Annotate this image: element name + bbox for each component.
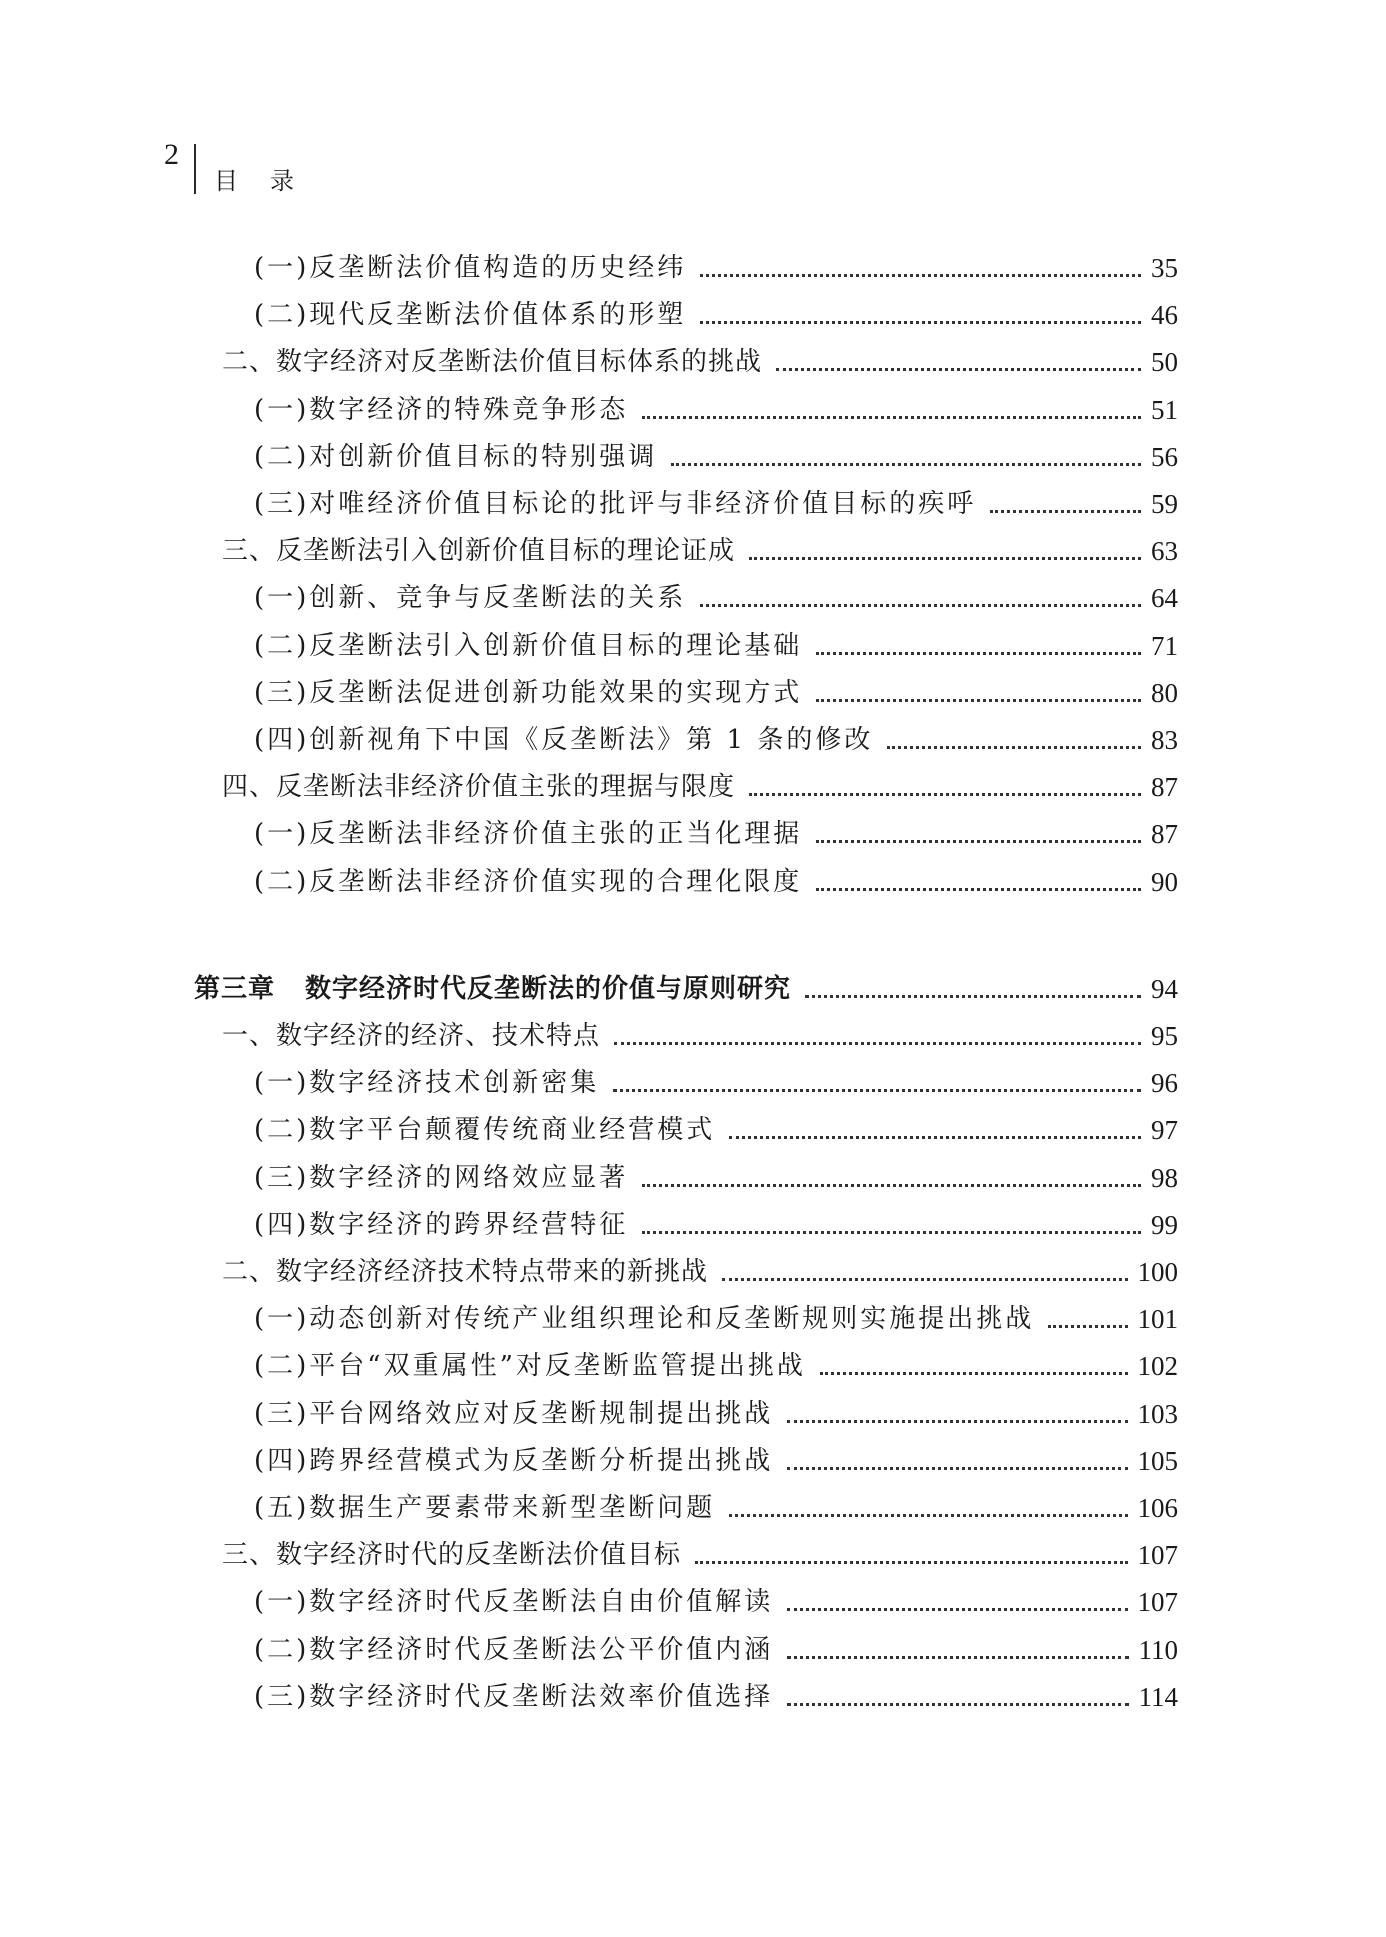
toc-entry-page: 80 xyxy=(1151,678,1178,708)
toc-dot-leader xyxy=(700,604,1141,607)
toc-subsection-entry xyxy=(254,1065,1178,1101)
header-divider xyxy=(194,144,196,194)
toc-dot-leader xyxy=(816,840,1141,843)
toc-entry-page: 107 xyxy=(1137,1587,1178,1617)
toc-entry-page: 64 xyxy=(1151,583,1178,613)
toc-section-entry xyxy=(222,1254,1178,1290)
toc-entry-page: 97 xyxy=(1151,1115,1178,1145)
toc-section-entry xyxy=(222,533,1178,569)
toc-entry-page: 71 xyxy=(1151,631,1178,661)
toc-dot-leader xyxy=(816,699,1141,702)
toc-dot-leader xyxy=(787,1656,1128,1659)
toc-dot-leader xyxy=(729,1136,1141,1139)
toc-dot-leader xyxy=(722,1278,1127,1281)
toc-subsection-entry xyxy=(254,250,1178,286)
toc-entry-page: 59 xyxy=(1151,489,1178,519)
toc-section-entry xyxy=(222,1018,1178,1054)
toc-entry-page: 105 xyxy=(1137,1446,1178,1476)
toc-dot-leader xyxy=(695,1561,1127,1564)
toc-entry-title: (三)数字经济时代反垄断法效率价值选择 xyxy=(254,1682,774,1712)
toc-entry-page: 83 xyxy=(1151,725,1178,755)
toc-subsection-entry xyxy=(254,1160,1178,1196)
toc-entry-title: (一)反垄断法非经济价值主张的正当化理据 xyxy=(254,819,803,849)
toc-dot-leader xyxy=(816,888,1141,891)
toc-subsection-entry xyxy=(254,1632,1178,1668)
toc-entry-title: 数字经济时代反垄断法的价值与原则研究 xyxy=(305,974,792,1004)
toc-subsection-entry xyxy=(254,1679,1178,1715)
toc-subsection-entry xyxy=(254,816,1178,852)
toc-subsection-entry xyxy=(254,580,1178,616)
toc-entry-title: 一、数字经济的经济、技术特点 xyxy=(222,1021,601,1051)
toc-section-entry xyxy=(222,769,1178,805)
toc-entry-title: (二)数字平台颠覆传统商业经营模式 xyxy=(254,1115,716,1145)
toc-entry-title: (二)对创新价值目标的特别强调 xyxy=(254,442,658,472)
toc-entry-page: 106 xyxy=(1137,1493,1178,1523)
toc-entry-title: 二、数字经济经济技术特点带来的新挑战 xyxy=(222,1257,709,1287)
toc-dot-leader xyxy=(820,1372,1128,1375)
toc-entry-title: (二)数字经济时代反垄断法公平价值内涵 xyxy=(254,1635,774,1665)
toc-entry-page: 46 xyxy=(1151,300,1178,330)
toc-dot-leader xyxy=(700,321,1141,324)
toc-entry-title: (一)创新、竞争与反垄断法的关系 xyxy=(254,583,687,613)
toc-entry-title: (一)数字经济时代反垄断法自由价值解读 xyxy=(254,1587,774,1617)
toc-entry-title: 三、反垄断法引入创新价值目标的理论证成 xyxy=(222,536,736,566)
toc-entry-title: 四、反垄断法非经济价值主张的理据与限度 xyxy=(222,772,736,802)
toc-entry-page: 50 xyxy=(1151,347,1178,377)
toc-subsection-entry xyxy=(254,1348,1178,1384)
toc-dot-leader xyxy=(990,510,1141,513)
toc-entry-title: (五)数据生产要素带来新型垄断问题 xyxy=(254,1493,716,1523)
page-number: 2 xyxy=(164,138,179,171)
toc-entry-title: (二)现代反垄断法价值体系的形塑 xyxy=(254,300,687,330)
toc-subsection-entry xyxy=(254,628,1178,664)
toc-dot-leader xyxy=(787,1467,1127,1470)
toc-dot-leader xyxy=(805,995,1141,998)
toc-entry-title: (三)数字经济的网络效应显著 xyxy=(254,1163,629,1193)
toc-entry-title: (二)反垄断法非经济价值实现的合理化限度 xyxy=(254,867,803,897)
toc-entry-title: (一)动态创新对传统产业组织理论和反垄断规则实施提出挑战 xyxy=(254,1304,1035,1334)
toc-entry-title: (三)平台网络效应对反垄断规制提出挑战 xyxy=(254,1399,774,1429)
toc-entry-title: (三)对唯经济价值目标论的批评与非经济价值目标的疾呼 xyxy=(254,489,977,519)
toc-dot-leader xyxy=(614,1042,1141,1045)
toc-dot-leader xyxy=(700,274,1141,277)
toc-entry-page: 100 xyxy=(1137,1257,1178,1287)
toc-entry-page: 63 xyxy=(1151,536,1178,566)
toc-chapter-number: 第三章 xyxy=(194,974,276,1004)
toc-entry-title: (四)跨界经营模式为反垄断分析提出挑战 xyxy=(254,1446,774,1476)
toc-subsection-entry xyxy=(254,1443,1178,1479)
toc-subsection-entry xyxy=(254,864,1178,900)
toc-section-entry xyxy=(222,1537,1178,1573)
toc-section-entry xyxy=(222,344,1178,380)
toc-entry-title: (四)数字经济的跨界经营特征 xyxy=(254,1210,629,1240)
toc-subsection-entry xyxy=(254,297,1178,333)
toc-subsection-entry xyxy=(254,1584,1178,1620)
toc-entry-page: 56 xyxy=(1151,442,1178,472)
toc-entry-title: 三、数字经济时代的反垄断法价值目标 xyxy=(222,1540,682,1570)
toc-dot-leader xyxy=(787,1420,1127,1423)
toc-dot-leader xyxy=(749,793,1141,796)
toc-entry-page: 98 xyxy=(1151,1163,1178,1193)
toc-entry-title: (二)反垄断法引入创新价值目标的理论基础 xyxy=(254,631,803,661)
toc-dot-leader xyxy=(787,1608,1127,1611)
toc-entry-title: (一)数字经济的特殊竞争形态 xyxy=(254,395,629,425)
toc-subsection-entry xyxy=(254,439,1178,475)
toc-entry-page: 102 xyxy=(1137,1351,1178,1381)
toc-dot-leader xyxy=(671,463,1141,466)
toc-subsection-entry xyxy=(254,1396,1178,1432)
toc-entry-title: (一)反垄断法价值构造的历史经纬 xyxy=(254,253,687,283)
toc-entry-title: 二、数字经济对反垄断法价值目标体系的挑战 xyxy=(222,347,763,377)
toc-chapter-entry xyxy=(194,971,1178,1007)
toc-subsection-entry xyxy=(254,1301,1178,1337)
toc-subsection-entry xyxy=(254,675,1178,711)
toc-entry-page: 101 xyxy=(1137,1304,1178,1334)
toc-entry-page: 94 xyxy=(1151,974,1178,1004)
toc-entry-title: (一)数字经济技术创新密集 xyxy=(254,1068,600,1098)
toc-entry-title: (三)反垄断法促进创新功能效果的实现方式 xyxy=(254,678,803,708)
toc-entry-page: 107 xyxy=(1137,1540,1178,1570)
toc-dot-leader xyxy=(729,1514,1127,1517)
toc-entry-page: 35 xyxy=(1151,253,1178,283)
toc-dot-leader xyxy=(1048,1325,1127,1328)
toc-entry-page: 103 xyxy=(1137,1399,1178,1429)
toc-entry-title: (二)平台“双重属性”对反垄断监管提出挑战 xyxy=(254,1351,806,1381)
toc-subsection-entry xyxy=(254,1490,1178,1526)
toc-entry-page: 96 xyxy=(1151,1068,1178,1098)
toc-entry-page: 87 xyxy=(1151,819,1178,849)
toc-entry-page: 99 xyxy=(1151,1210,1178,1240)
running-header-title: 目录 xyxy=(214,167,326,195)
toc-entry-page: 110 xyxy=(1138,1635,1178,1665)
toc-entry-page: 95 xyxy=(1151,1021,1178,1051)
toc-dot-leader xyxy=(787,1703,1128,1706)
toc-dot-leader xyxy=(642,416,1141,419)
toc-entry-page: 51 xyxy=(1151,395,1178,425)
toc-dot-leader xyxy=(816,652,1141,655)
toc-entry-page: 90 xyxy=(1151,867,1178,897)
toc-subsection-entry xyxy=(254,722,1178,758)
toc-entry-page: 87 xyxy=(1151,772,1178,802)
toc-subsection-entry xyxy=(254,486,1178,522)
toc-subsection-entry xyxy=(254,1207,1178,1243)
toc-entry-page: 114 xyxy=(1138,1682,1178,1712)
toc-dot-leader xyxy=(887,746,1141,749)
toc-dot-leader xyxy=(749,557,1141,560)
toc-dot-leader xyxy=(613,1089,1141,1092)
toc-dot-leader xyxy=(642,1184,1141,1187)
toc-subsection-entry xyxy=(254,1112,1178,1148)
toc-dot-leader xyxy=(776,368,1141,371)
toc-subsection-entry xyxy=(254,392,1178,428)
toc-dot-leader xyxy=(642,1231,1141,1234)
toc-entry-title: (四)创新视角下中国《反垄断法》第 1 条的修改 xyxy=(254,725,874,755)
